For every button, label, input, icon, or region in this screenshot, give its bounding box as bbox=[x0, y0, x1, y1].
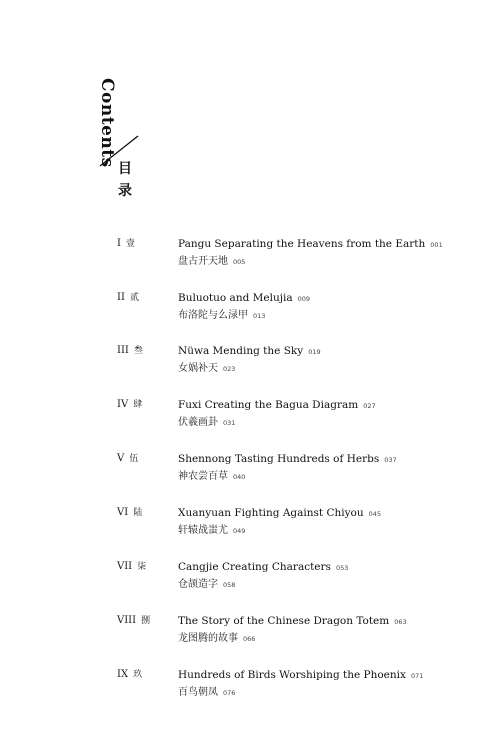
page-number: 031 bbox=[223, 419, 236, 427]
contents-title: Contents bbox=[97, 78, 117, 168]
page-number: 037 bbox=[384, 456, 397, 464]
page-number: 076 bbox=[223, 689, 236, 697]
chapter-number: II 贰 bbox=[117, 292, 139, 303]
chapter-number: V 伍 bbox=[117, 453, 139, 464]
page-number: 040 bbox=[233, 473, 246, 481]
page-number: 009 bbox=[297, 295, 311, 303]
chapter-title-en[interactable]: Xuanyuan Fighting Against Chiyou 045 bbox=[178, 507, 382, 519]
page-number: 001 bbox=[430, 241, 443, 249]
chapter-title-cn[interactable]: 布洛陀与么渌甲 013 bbox=[178, 310, 266, 321]
chapter-title-en[interactable]: Hundreds of Birds Worshiping the Phoenix 071 bbox=[178, 669, 424, 681]
page-number: 063 bbox=[394, 618, 407, 626]
page-number: 049 bbox=[233, 527, 246, 535]
chapter-title-cn[interactable]: 龙图腾的故事 066 bbox=[178, 633, 256, 644]
title-cn-char-1: 目 bbox=[118, 161, 132, 177]
title-cn-char-2: 录 bbox=[118, 183, 132, 199]
chapter-number: VI 陆 bbox=[117, 507, 143, 518]
chapter-title-en[interactable]: Buluotuo and Melujia 009 bbox=[178, 292, 311, 304]
page-number: 045 bbox=[368, 510, 382, 518]
chapter-title-cn[interactable]: 轩辕战蚩尤 049 bbox=[178, 525, 246, 536]
chapter-number: I 壹 bbox=[117, 238, 135, 249]
page-number: 053 bbox=[335, 564, 349, 572]
chapter-title-cn[interactable]: 仓颉造字 058 bbox=[178, 579, 236, 590]
chapter-number: IX 玖 bbox=[117, 669, 143, 680]
page-number: 005 bbox=[233, 258, 246, 266]
chapter-title-en[interactable]: The Story of the Chinese Dragon Totem 063 bbox=[178, 615, 407, 627]
chapter-title-en[interactable]: Shennong Tasting Hundreds of Herbs 037 bbox=[178, 453, 397, 465]
chapter-title-en[interactable]: Fuxi Creating the Bagua Diagram 027 bbox=[178, 399, 376, 411]
chapter-title-cn[interactable]: 盘古开天地 005 bbox=[178, 256, 246, 267]
chapter-title-cn[interactable]: 神农尝百草 040 bbox=[178, 471, 246, 482]
chapter-number: III 叁 bbox=[117, 345, 143, 356]
chapter-number: IV 肆 bbox=[117, 399, 143, 410]
page-number: 019 bbox=[308, 348, 321, 356]
page-number: 023 bbox=[223, 365, 236, 373]
chapter-title-cn[interactable]: 女娲补天 023 bbox=[178, 363, 236, 374]
page-number: 027 bbox=[363, 402, 376, 410]
page-number: 066 bbox=[243, 635, 256, 643]
page-number: 058 bbox=[223, 581, 236, 589]
chapter-title-en[interactable]: Cangjie Creating Characters 053 bbox=[178, 561, 349, 573]
chapter-title-cn[interactable]: 百鸟朝凤 076 bbox=[178, 687, 236, 698]
chapter-number: VIII 捌 bbox=[117, 615, 151, 626]
contents-title-cn bbox=[118, 158, 134, 202]
page-number: 071 bbox=[410, 672, 424, 680]
chapter-number: VII 柒 bbox=[117, 561, 147, 572]
page-number: 013 bbox=[253, 312, 266, 320]
chapter-title-en[interactable]: Nüwa Mending the Sky 019 bbox=[178, 345, 321, 357]
chapter-title-en[interactable]: Pangu Separating the Heavens from the Earth 001 bbox=[178, 238, 443, 250]
chapter-title-cn[interactable]: 伏羲画卦 031 bbox=[178, 417, 236, 428]
